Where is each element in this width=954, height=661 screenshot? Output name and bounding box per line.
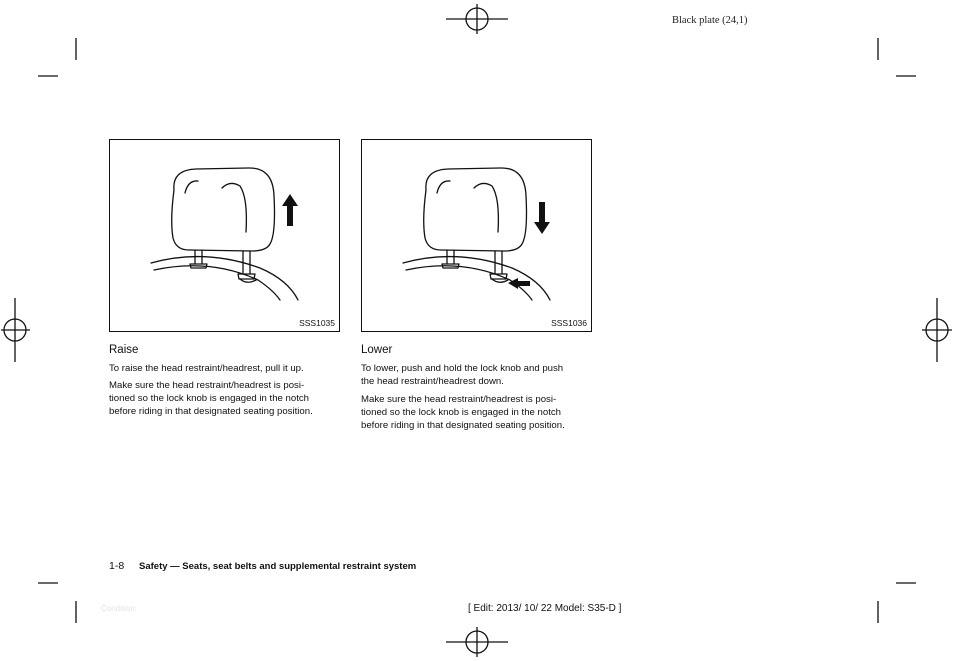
arrow-up-icon: [282, 194, 298, 226]
edit-info: [ Edit: 2013/ 10/ 22 Model: S35-D ]: [468, 603, 622, 614]
arrow-down-icon: [534, 202, 550, 234]
plate-label: Black plate (24,1): [672, 15, 748, 26]
text-line: before riding in that designated seating position.: [361, 420, 565, 431]
lower-heading: Lower: [361, 344, 393, 356]
text-line: To lower, push and hold the lock knob and push: [361, 363, 564, 374]
figure-lower: [361, 139, 592, 332]
section-title: Safety — Seats, seat belts and supplemental restraint system: [139, 561, 417, 572]
figure-raise: [109, 139, 340, 332]
text-line: Make sure the head restraint/headrest is posi-: [109, 380, 305, 391]
raise-paragraph-1: To raise the head restraint/headrest, pull it up.: [109, 363, 304, 374]
figure-code: SSS1035: [299, 318, 335, 328]
raise-heading: Raise: [109, 344, 139, 356]
text-line: tioned so the lock knob is engaged in the notch: [361, 407, 562, 418]
text-line: the head restraint/headrest down.: [361, 376, 504, 387]
headrest-raise-illustration: [110, 140, 341, 333]
page-number: 1-8: [109, 560, 125, 572]
text-line: before riding in that designated seating position.: [109, 406, 313, 417]
lower-paragraph-2: [361, 393, 594, 432]
condition-label: Condition:: [101, 604, 138, 613]
lower-paragraph-1: [361, 362, 594, 388]
text-line: tioned so the lock knob is engaged in the notch: [109, 393, 310, 404]
headrest-lower-illustration: [362, 140, 593, 333]
figure-code: SSS1036: [551, 318, 587, 328]
text-line: Make sure the head restraint/headrest is posi-: [361, 394, 557, 405]
raise-paragraph-2: [109, 379, 342, 418]
